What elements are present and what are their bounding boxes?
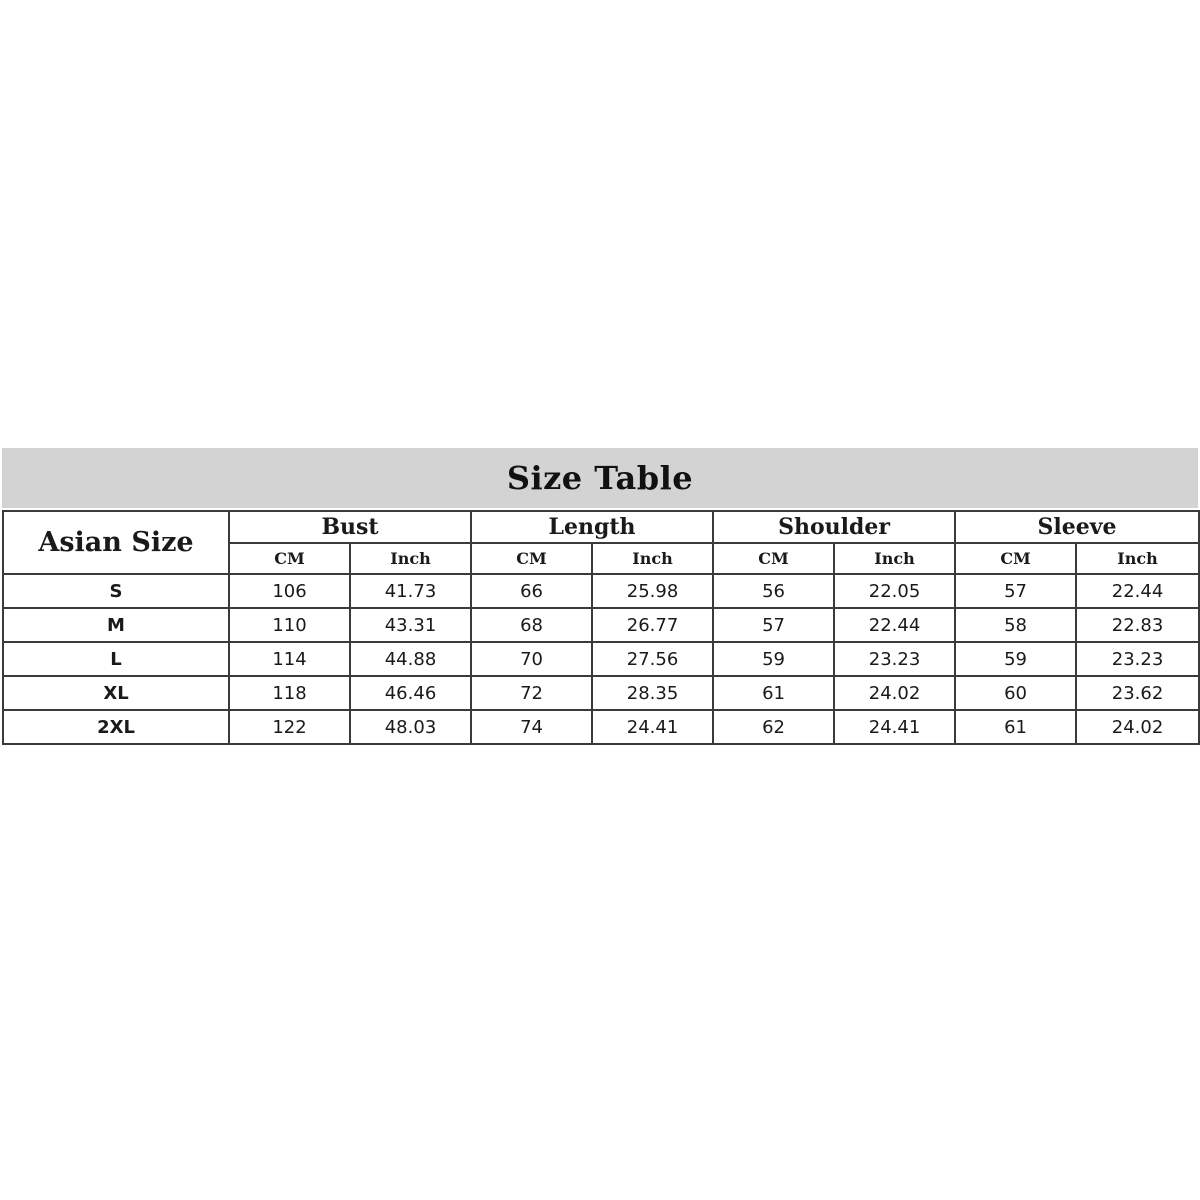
size-label: L <box>3 642 229 676</box>
sleeve-inch-cell: 23.62 <box>1076 676 1199 710</box>
shoulder-inch-cell: 22.05 <box>834 574 955 608</box>
size-table-title-bar <box>2 448 1198 508</box>
shoulder-cm-cell: 61 <box>713 676 834 710</box>
table-row <box>3 574 1199 608</box>
length-header: Length <box>471 511 713 543</box>
sleeve-cm-cell: 58 <box>955 608 1076 642</box>
size-label: M <box>3 608 229 642</box>
length-cm-cell: 72 <box>471 676 592 710</box>
shoulder-inch-header: Inch <box>834 543 955 574</box>
bust-header: Bust <box>229 511 471 543</box>
bust-inch-header: Inch <box>350 543 471 574</box>
bust-inch-cell: 48.03 <box>350 710 471 744</box>
size-label: 2XL <box>3 710 229 744</box>
shoulder-header: Shoulder <box>713 511 955 543</box>
shoulder-cm-cell: 56 <box>713 574 834 608</box>
table-row <box>3 676 1199 710</box>
length-inch-cell: 25.98 <box>592 574 713 608</box>
shoulder-inch-cell: 23.23 <box>834 642 955 676</box>
size-label: XL <box>3 676 229 710</box>
length-inch-cell: 27.56 <box>592 642 713 676</box>
sleeve-cm-cell: 59 <box>955 642 1076 676</box>
bust-cm-cell: 114 <box>229 642 350 676</box>
bust-cm-header: CM <box>229 543 350 574</box>
shoulder-cm-cell: 62 <box>713 710 834 744</box>
bust-cm-cell: 106 <box>229 574 350 608</box>
length-inch-cell: 28.35 <box>592 676 713 710</box>
size-table-title: Size Table <box>506 459 694 497</box>
length-cm-header: CM <box>471 543 592 574</box>
length-cm-cell: 66 <box>471 574 592 608</box>
length-cm-cell: 68 <box>471 608 592 642</box>
length-inch-cell: 26.77 <box>592 608 713 642</box>
bust-cm-cell: 118 <box>229 676 350 710</box>
bust-inch-cell: 41.73 <box>350 574 471 608</box>
sleeve-header: Sleeve <box>955 511 1199 543</box>
shoulder-inch-cell: 22.44 <box>834 608 955 642</box>
bust-cm-cell: 110 <box>229 608 350 642</box>
group-header-row <box>3 511 1199 543</box>
length-inch-cell: 24.41 <box>592 710 713 744</box>
bust-cm-cell: 122 <box>229 710 350 744</box>
bust-inch-cell: 44.88 <box>350 642 471 676</box>
sleeve-inch-cell: 23.23 <box>1076 642 1199 676</box>
length-cm-cell: 70 <box>471 642 592 676</box>
bust-inch-cell: 43.31 <box>350 608 471 642</box>
size-table <box>2 510 1200 745</box>
asian-size-header: Asian Size <box>3 511 229 574</box>
table-row <box>3 710 1199 744</box>
sleeve-cm-cell: 61 <box>955 710 1076 744</box>
shoulder-inch-cell: 24.02 <box>834 676 955 710</box>
shoulder-cm-header: CM <box>713 543 834 574</box>
length-cm-cell: 74 <box>471 710 592 744</box>
sleeve-inch-cell: 22.44 <box>1076 574 1199 608</box>
shoulder-cm-cell: 57 <box>713 608 834 642</box>
sleeve-cm-header: CM <box>955 543 1076 574</box>
sleeve-cm-cell: 57 <box>955 574 1076 608</box>
shoulder-cm-cell: 59 <box>713 642 834 676</box>
sleeve-inch-cell: 22.83 <box>1076 608 1199 642</box>
size-label: S <box>3 574 229 608</box>
sleeve-inch-cell: 24.02 <box>1076 710 1199 744</box>
table-row <box>3 642 1199 676</box>
table-row <box>3 608 1199 642</box>
sleeve-cm-cell: 60 <box>955 676 1076 710</box>
bust-inch-cell: 46.46 <box>350 676 471 710</box>
shoulder-inch-cell: 24.41 <box>834 710 955 744</box>
sleeve-inch-header: Inch <box>1076 543 1199 574</box>
length-inch-header: Inch <box>592 543 713 574</box>
